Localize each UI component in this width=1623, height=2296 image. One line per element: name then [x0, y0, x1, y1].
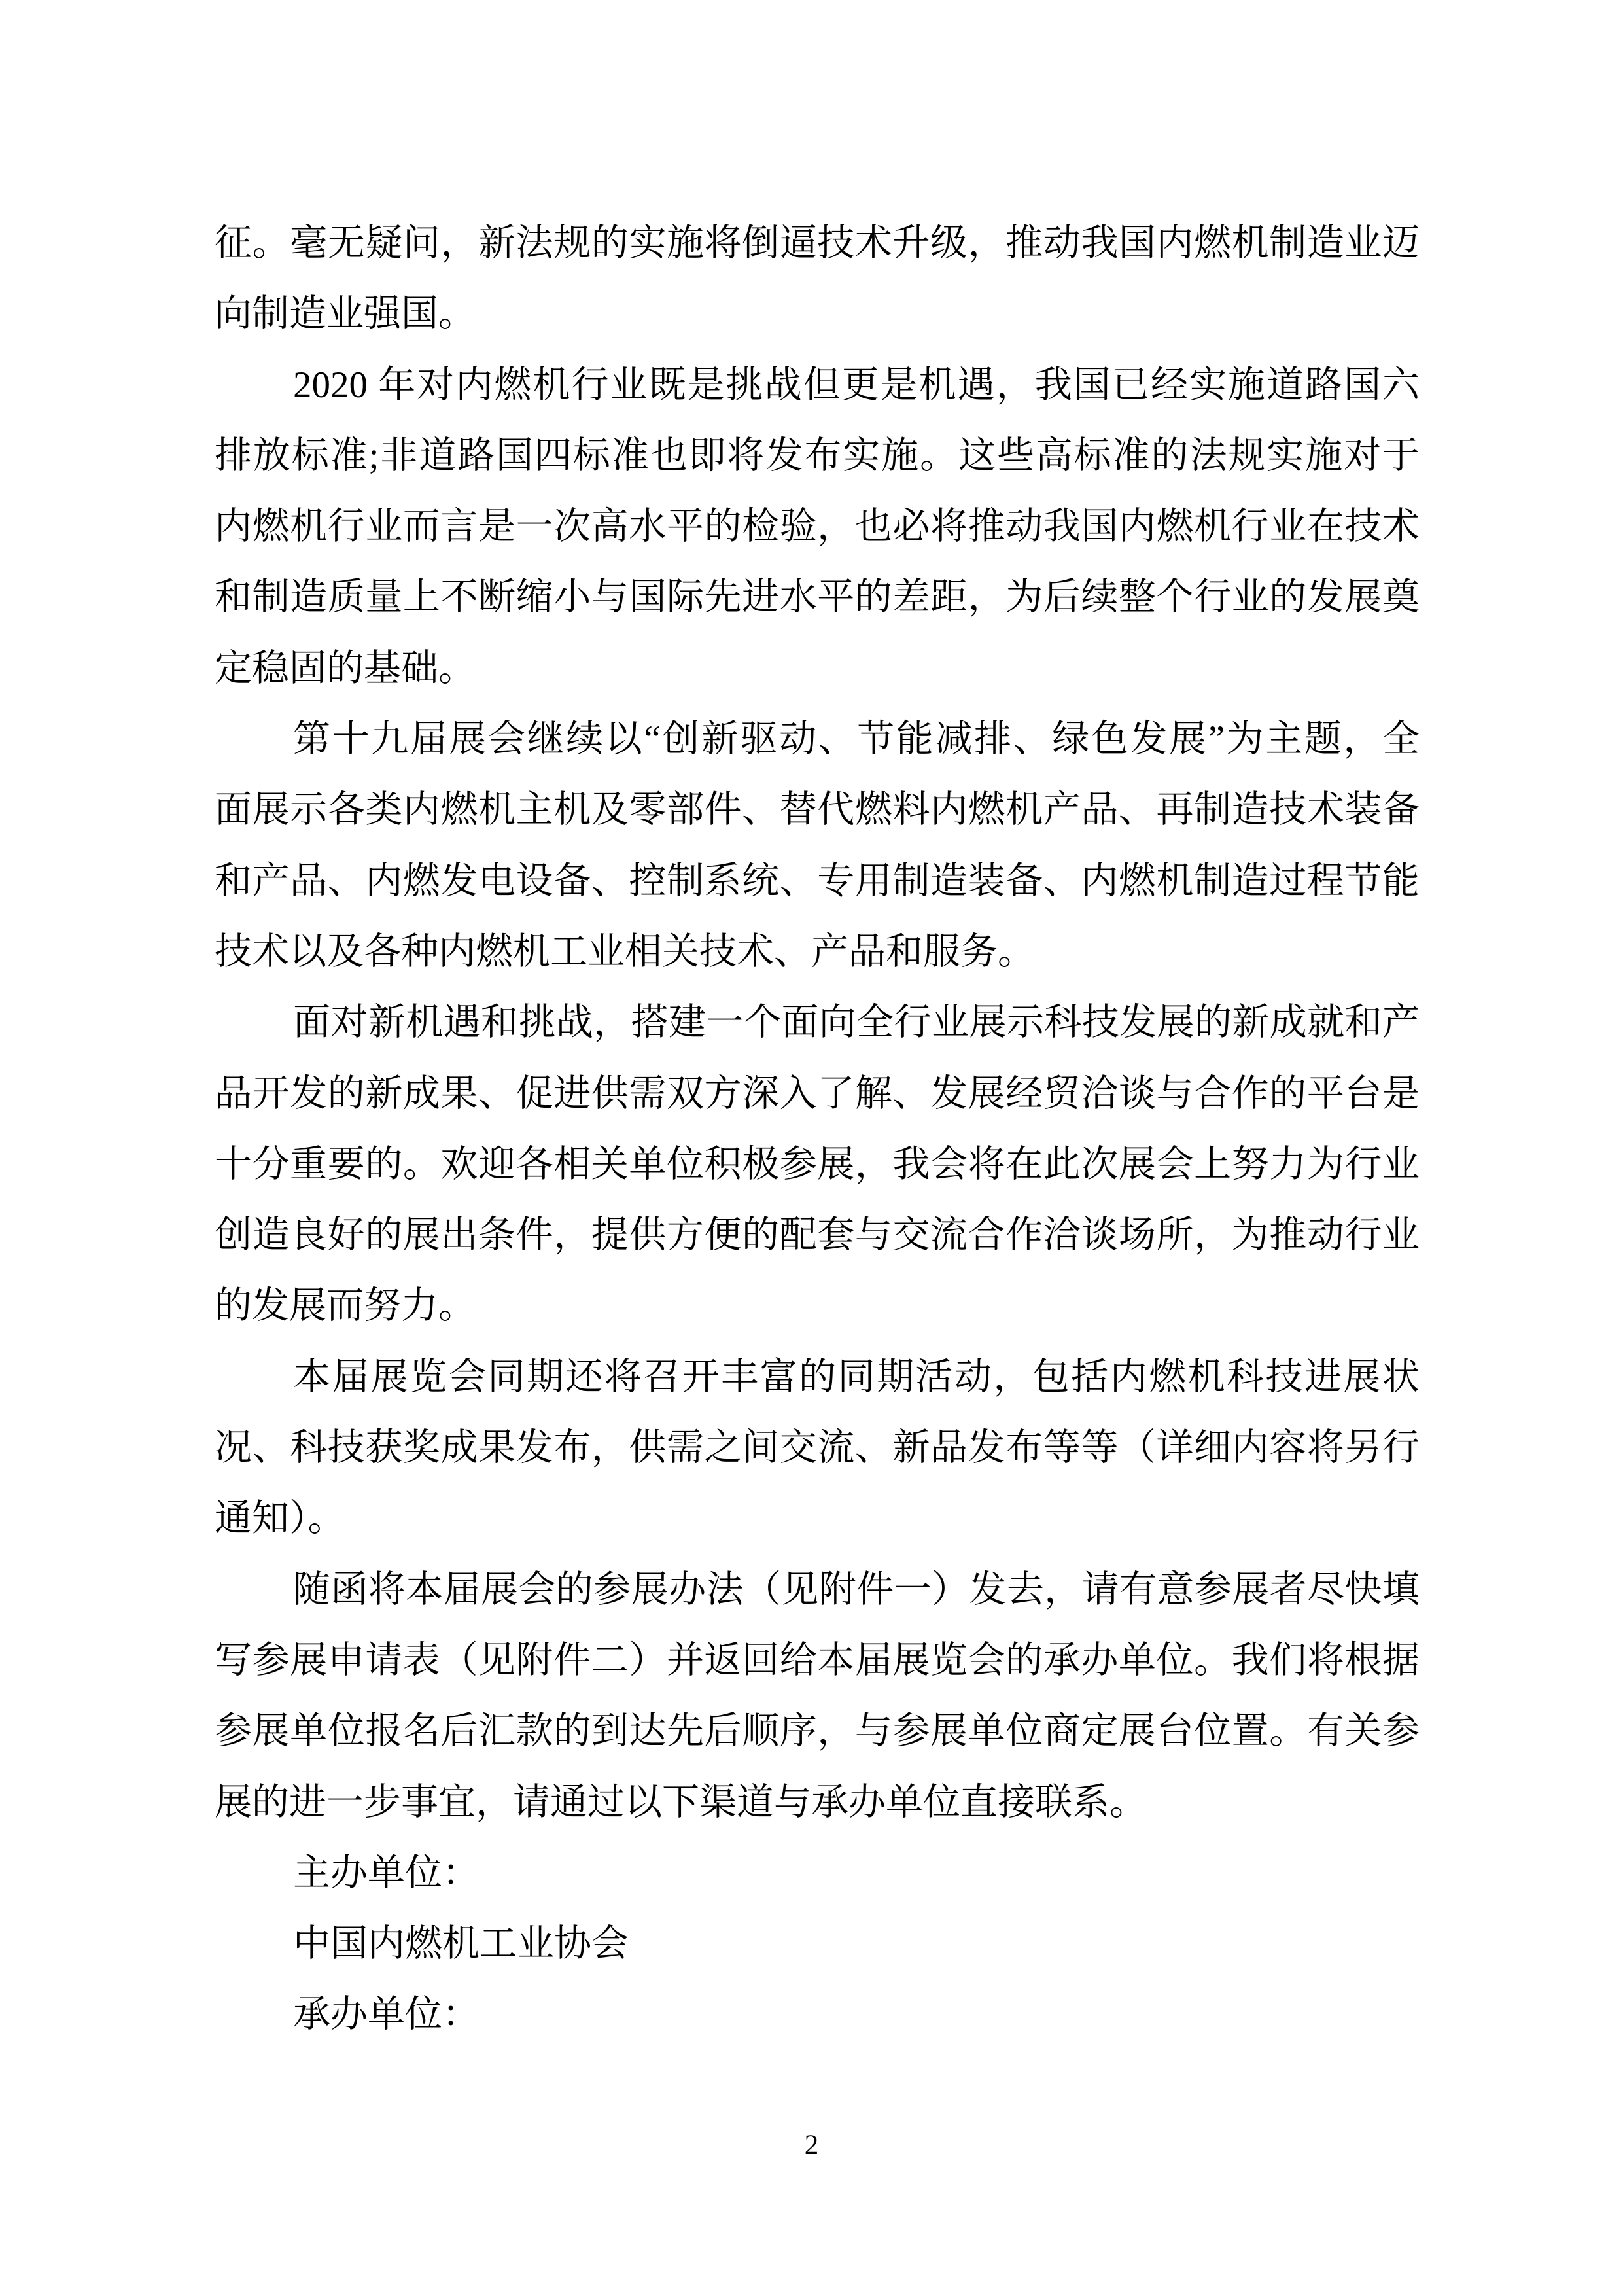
text-line: 和产品、内燃发电设备、控制系统、专用制造装备、内燃机制造过程节能 — [215, 860, 1420, 902]
text-line: 征。毫无疑问，新法规的实施将倒逼技术升级，推动我国内燃机制造业迈 — [215, 222, 1420, 264]
text-line: 随函将本届展会的参展办法（见附件一）发去，请有意参展者尽快填 — [293, 1568, 1420, 1610]
text-line: 面对新机遇和挑战，搭建一个面向全行业展示科技发展的新成就和产 — [293, 1002, 1420, 1044]
text-line: 创造良好的展出条件，提供方便的配套与交流合作洽谈场所，为推动行业 — [215, 1214, 1420, 1256]
text-line: 中国内燃机工业协会 — [293, 1923, 629, 1965]
text-line: 写参展申请表（见附件二）并返回给本届展览会的承办单位。我们将根据 — [215, 1639, 1420, 1681]
text-line: 内燃机行业而言是一次高水平的检验，也必将推动我国内燃机行业在技术 — [215, 506, 1420, 548]
text-line: 和制造质量上不断缩小与国际先进水平的差距，为后续整个行业的发展奠 — [215, 576, 1420, 618]
text-line: 通知）。 — [215, 1498, 345, 1540]
text-line: 主办单位： — [293, 1852, 480, 1894]
text-line: 第十九届展会继续以“创新驱动、节能减排、绿色发展”为主题，全 — [293, 718, 1420, 760]
text-line: 品开发的新成果、促进供需双方深入了解、发展经贸洽谈与合作的平台是 — [215, 1072, 1420, 1114]
text-line: 十分重要的。欢迎各相关单位积极参展，我会将在此次展会上努力为行业 — [215, 1143, 1420, 1185]
text-body — [215, 208, 1420, 2051]
text-line: 的发展而努力。 — [215, 1285, 476, 1327]
text-line: 定稳固的基础。 — [215, 647, 476, 689]
text-line: 面展示各类内燃机主机及零部件、替代燃料内燃机产品、再制造技术装备 — [215, 789, 1420, 831]
text-line: 本届展览会同期还将召开丰富的同期活动，包括内燃机科技进展状 — [293, 1356, 1420, 1398]
text-line: 况、科技获奖成果发布，供需之间交流、新品发布等等（详细内容将另行 — [215, 1427, 1420, 1469]
text-line: 向制造业强国。 — [215, 293, 476, 335]
text-line: 参展单位报名后汇款的到达先后顺序，与参展单位商定展台位置。有关参 — [215, 1710, 1420, 1752]
text-line: 技术以及各种内燃机工业相关技术、产品和服务。 — [215, 930, 1035, 972]
text-line: 承办单位： — [293, 1994, 480, 2036]
text-line: 排放标准;非道路国四标准也即将发布实施。这些高标准的法规实施对于 — [215, 434, 1420, 476]
text-line: 展的进一步事宜，请通过以下渠道与承办单位直接联系。 — [215, 1781, 1147, 1823]
page-number: 2 — [804, 2130, 819, 2161]
text-line: 2020 年对内燃机行业既是挑战但更是机遇，我国已经实施道路国六 — [293, 364, 1420, 406]
